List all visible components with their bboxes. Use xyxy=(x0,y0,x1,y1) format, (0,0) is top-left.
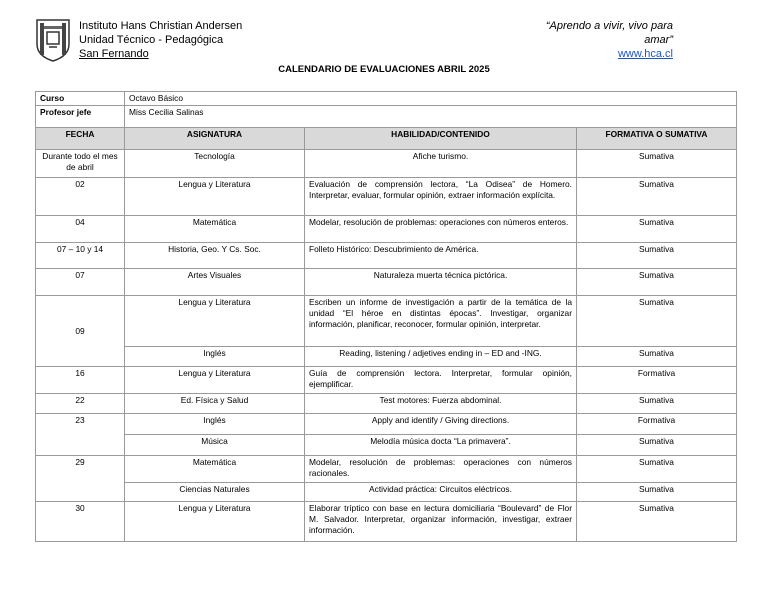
page-title: CALENDARIO DE EVALUACIONES ABRIL 2025 xyxy=(278,64,490,75)
cell-tipo: Formativa xyxy=(577,367,737,394)
cell-asignatura: Lengua y Literatura xyxy=(125,367,305,394)
cell-asignatura: Lengua y Literatura xyxy=(125,296,305,347)
cell-fecha: Durante todo el mes de abril xyxy=(36,150,125,178)
cell-contenido: Afiche turismo. xyxy=(305,150,577,178)
cell-tipo: Formativa xyxy=(577,414,737,435)
cell-asignatura: Música xyxy=(125,435,305,456)
cell-asignatura: Matemática xyxy=(125,216,305,243)
cell-contenido: Folleto Histórico: Descubrimiento de América. xyxy=(305,243,577,269)
header-contenido: HABILIDAD/CONTENIDO xyxy=(305,128,577,150)
table-row xyxy=(36,243,737,269)
cell-contenido: Naturaleza muerta técnica pictórica. xyxy=(305,269,577,296)
table-row xyxy=(36,483,737,502)
cell-fecha: 02 xyxy=(36,178,125,216)
table-row xyxy=(36,178,737,216)
cell-tipo: Sumativa xyxy=(577,502,737,542)
table-row xyxy=(36,435,737,456)
curso-row xyxy=(36,92,737,106)
header-fecha: FECHA xyxy=(36,128,125,150)
cell-contenido: Test motores: Fuerza abdominal. xyxy=(305,394,577,414)
cell-asignatura: Tecnología xyxy=(125,150,305,178)
cell-asignatura: Inglés xyxy=(125,347,305,367)
cell-fecha: 30 xyxy=(36,502,125,542)
school-motto: “Aprendo a vivir, vivo para amar” xyxy=(545,20,673,46)
cell-fecha: 16 xyxy=(36,367,125,394)
cell-tipo: Sumativa xyxy=(577,394,737,414)
cell-contenido: Modelar, resolución de problemas: operaciones con números enteros. xyxy=(305,216,577,243)
cell-fecha: 23 xyxy=(36,414,125,456)
header-tipo: FORMATIVA O SUMATIVA xyxy=(577,128,737,150)
department-name: Unidad Técnico - Pedagógica xyxy=(79,34,224,46)
school-city: San Fernando xyxy=(79,48,149,60)
cell-tipo: Sumativa xyxy=(577,435,737,456)
cell-contenido: Melodía música docta “La primavera”. xyxy=(305,435,577,456)
cell-tipo: Sumativa xyxy=(577,483,737,502)
cell-contenido: Elaborar tríptico con base en lectura domiciliaria “Boulevard” de Flor M. Salvador. Interpretar, organizar información, investigar, extraer información. xyxy=(305,502,577,542)
table-row xyxy=(36,347,737,367)
profesor-row xyxy=(36,106,737,128)
cell-tipo: Sumativa xyxy=(577,150,737,178)
profesor-value: Miss Cecilia Salinas xyxy=(125,106,737,128)
table-row xyxy=(36,394,737,414)
cell-contenido: Modelar, resolución de problemas: operaciones con números racionales. xyxy=(305,456,577,483)
cell-contenido: Guía de comprensión lectora. Interpretar, formular opinión, ejemplificar. xyxy=(305,367,577,394)
table-row xyxy=(36,296,737,347)
cell-asignatura: Lengua y Literatura xyxy=(125,178,305,216)
cell-asignatura: Artes Visuales xyxy=(125,269,305,296)
cell-contenido: Evaluación de comprensión lectora, “La Odisea” de Homero. Interpretar, evaluar, formular opinión, extraer información explícita. xyxy=(305,178,577,216)
cell-tipo: Sumativa xyxy=(577,296,737,347)
motto-block xyxy=(518,19,673,61)
website-link[interactable]: www.hca.cl xyxy=(617,48,673,60)
cell-fecha: 09 xyxy=(36,296,125,367)
header-asignatura: ASIGNATURA xyxy=(125,128,305,150)
cell-asignatura: Ciencias Naturales xyxy=(125,483,305,502)
cell-tipo: Sumativa xyxy=(577,456,737,483)
table-row xyxy=(36,456,737,483)
cell-fecha: 04 xyxy=(36,216,125,243)
cell-asignatura: Ed. Física y Salud xyxy=(125,394,305,414)
cell-contenido: Actividad práctica: Circuitos eléctricos. xyxy=(305,483,577,502)
cell-tipo: Sumativa xyxy=(577,269,737,296)
cell-fecha: 29 xyxy=(36,456,125,502)
table-row xyxy=(36,502,737,542)
cell-asignatura: Matemática xyxy=(125,456,305,483)
table-row xyxy=(36,150,737,178)
cell-tipo: Sumativa xyxy=(577,347,737,367)
cell-asignatura: Historia, Geo. Y Cs. Soc. xyxy=(125,243,305,269)
cell-asignatura: Lengua y Literatura xyxy=(125,502,305,542)
table-row xyxy=(36,414,737,435)
curso-label: Curso xyxy=(36,92,125,106)
table-row xyxy=(36,269,737,296)
cell-tipo: Sumativa xyxy=(577,216,737,243)
evaluation-table xyxy=(35,91,737,542)
cell-contenido: Apply and identify / Giving directions. xyxy=(305,414,577,435)
school-name: Instituto Hans Christian Andersen xyxy=(79,20,243,32)
cell-tipo: Sumativa xyxy=(577,243,737,269)
cell-contenido: Reading, listening / adjetives ending in – ED and -ING. xyxy=(305,347,577,367)
cell-asignatura: Inglés xyxy=(125,414,305,435)
cell-fecha: 22 xyxy=(36,394,125,414)
profesor-label: Profesor jefe xyxy=(36,106,125,128)
school-logo xyxy=(35,18,71,62)
cell-contenido: Escriben un informe de investigación a partir de la temática de la unidad “El héroe en distintas épocas”. Investigar, organizar información, planificar, reconocer, formular opinión, interpretar. xyxy=(305,296,577,347)
curso-value: Octavo Básico xyxy=(125,92,737,106)
table-row xyxy=(36,216,737,243)
school-info xyxy=(79,19,242,61)
table-header-row xyxy=(36,128,737,150)
cell-fecha: 07 – 10 y 14 xyxy=(36,243,125,269)
table-row xyxy=(36,367,737,394)
cell-fecha: 07 xyxy=(36,269,125,296)
cell-tipo: Sumativa xyxy=(577,178,737,216)
